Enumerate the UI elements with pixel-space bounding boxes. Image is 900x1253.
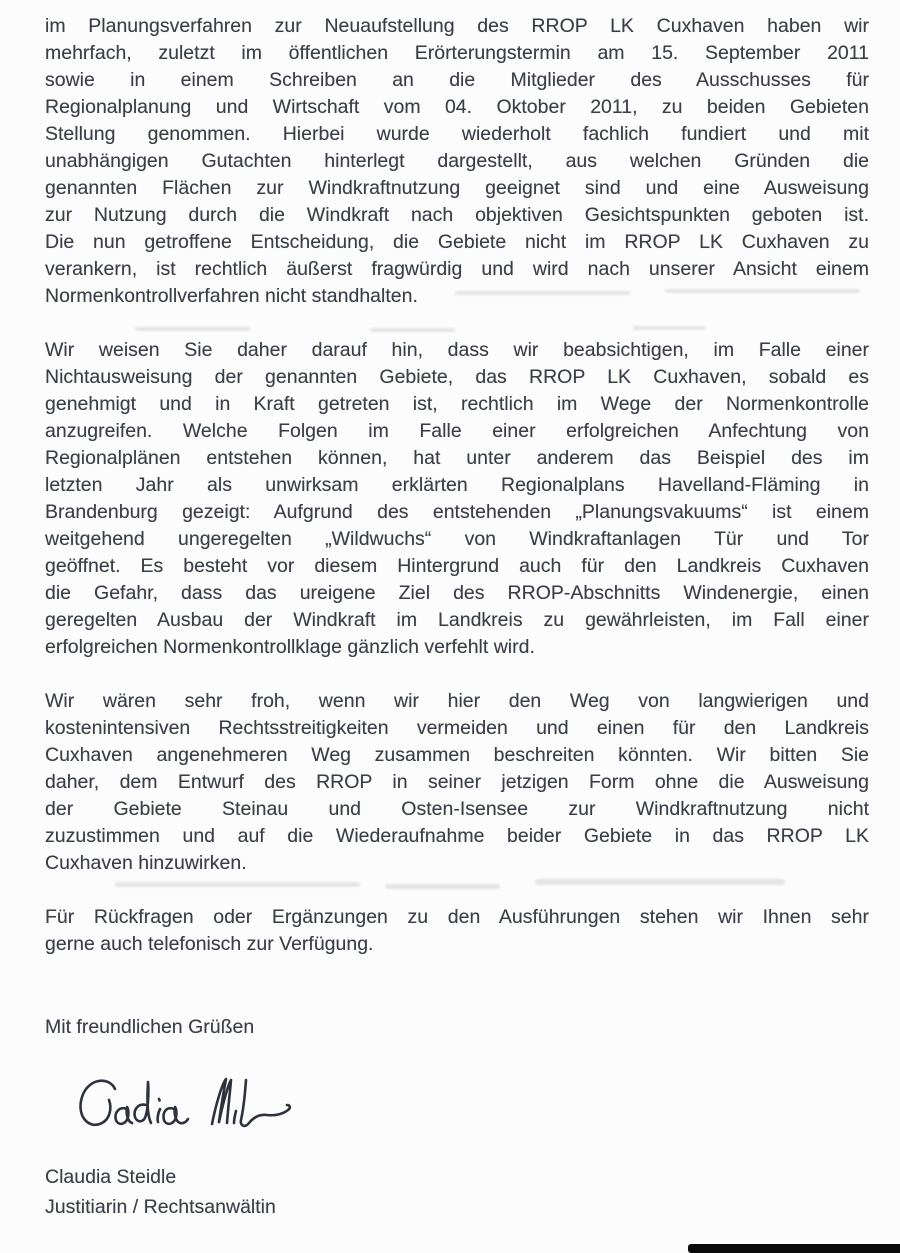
letter-paragraph	[45, 13, 869, 310]
letter-line: weitgehend ungeregelten „Wildwuchs“ von Windkraftanlagen Tür und Tor	[45, 528, 869, 550]
scan-smudge	[115, 882, 360, 887]
letter-line: geöffnet. Es besteht vor diesem Hintergrund auch für den Landkreis Cuxhaven	[45, 555, 869, 577]
scan-smudge	[370, 328, 455, 332]
letter-line: anzugreifen. Welche Folgen im Falle einer erfolgreichen Anfechtung von	[45, 420, 869, 442]
letter-paragraph	[45, 904, 869, 958]
letter-line: letzten Jahr als unwirksam erklärten Regionalplans Havelland-Fläming in	[45, 474, 869, 496]
letter-line: Cuxhaven hinzuwirken.	[45, 852, 247, 874]
letter-line: Brandenburg gezeigt: Aufgrund des entstehenden „Planungsvakuums“ ist einem	[45, 501, 869, 523]
letter-line: sowie in einem Schreiben an die Mitglieder des Ausschusses für	[45, 69, 869, 91]
scan-smudge	[535, 879, 785, 885]
letter-line: zur Nutzung durch die Windkraft nach objektiven Gesichtspunkten geboten ist.	[45, 204, 869, 226]
letter-line: Wir wären sehr froh, wenn wir hier den Weg von langwierigen und	[45, 690, 869, 712]
letter-line: unabhängigen Gutachten hinterlegt dargestellt, aus welchen Gründen die	[45, 150, 869, 172]
letter-line: mehrfach, zuletzt im öffentlichen Erörterungstermin am 15. September 2011	[45, 42, 869, 64]
letter-line: Regionalplanung und Wirtschaft vom 04. Oktober 2011, zu beiden Gebieten	[45, 96, 869, 118]
scan-smudge	[385, 884, 500, 889]
letter-line: Normenkontrollverfahren nicht standhalten.	[45, 285, 418, 307]
signature-scribble-icon	[71, 1071, 299, 1147]
letter-body	[45, 13, 869, 1221]
letter-paragraphs	[45, 13, 869, 958]
letter-line: Die nun getroffene Entscheidung, die Gebiete nicht im RROP LK Cuxhaven zu	[45, 231, 869, 253]
letter-paragraph	[45, 337, 869, 661]
letter-line: gerne auch telefonisch zur Verfügung.	[45, 933, 374, 955]
letter-line: die Gefahr, dass das ureigene Ziel des RROP-Abschnitts Windenergie, einen	[45, 582, 869, 604]
scan-smudge	[633, 326, 705, 330]
scan-smudge	[665, 289, 860, 293]
signature-title: Justitiarin / Rechtsanwältin	[45, 1196, 276, 1218]
letter-line: Für Rückfragen oder Ergänzungen zu den Ausführungen stehen wir Ihnen sehr	[45, 906, 869, 928]
signature-handwriting	[71, 1071, 869, 1147]
letter-line: der Gebiete Steinau und Osten-Isensee zur Windkraftnutzung nicht	[45, 798, 869, 820]
letter-line: kostenintensiven Rechtsstreitigkeiten vermeiden und einen für den Landkreis	[45, 717, 869, 739]
letter-line: geregelten Ausbau der Windkraft im Landkreis zu gewährleisten, im Fall einer	[45, 609, 869, 631]
scan-smudge	[135, 327, 250, 331]
letter-line: Regionalplänen entstehen können, hat unter anderem das Beispiel des im	[45, 447, 869, 469]
letter-line: Cuxhaven angenehmeren Weg zusammen beschreiten könnten. Wir bitten Sie	[45, 744, 869, 766]
letter-line: verankern, ist rechtlich äußerst fragwürdig und wird nach unserer Ansicht einem	[45, 258, 869, 280]
letter-line: Stellung genommen. Hierbei wurde wiederholt fachlich fundiert und mit	[45, 123, 869, 145]
letter-line: im Planungsverfahren zur Neuaufstellung des RROP LK Cuxhaven haben wir	[45, 15, 869, 37]
letter-line: zuzustimmen und auf die Wiederaufnahme beider Gebiete in das RROP LK	[45, 825, 869, 847]
letter-paragraph	[45, 688, 869, 877]
closing-salutation: Mit freundlichen Grüßen	[45, 1016, 255, 1038]
letter-line: Wir weisen Sie daher darauf hin, dass wir beabsichtigen, im Falle einer	[45, 339, 869, 361]
letter-line: genehmigt und in Kraft getreten ist, rechtlich im Wege der Normenkontrolle	[45, 393, 869, 415]
letter-line: erfolgreichen Normenkontrollklage gänzlich verfehlt wird.	[45, 636, 535, 658]
scan-smudge	[455, 291, 630, 295]
scan-edge-bar	[688, 1244, 900, 1253]
letter-line: daher, dem Entwurf des RROP in seiner jetzigen Form ohne die Ausweisung	[45, 771, 869, 793]
letter-line: genannten Flächen zur Windkraftnutzung geeignet sind und eine Ausweisung	[45, 177, 869, 199]
letter-line: Nichtausweisung der genannten Gebiete, das RROP LK Cuxhaven, sobald es	[45, 366, 869, 388]
signature-name: Claudia Steidle	[45, 1166, 177, 1188]
